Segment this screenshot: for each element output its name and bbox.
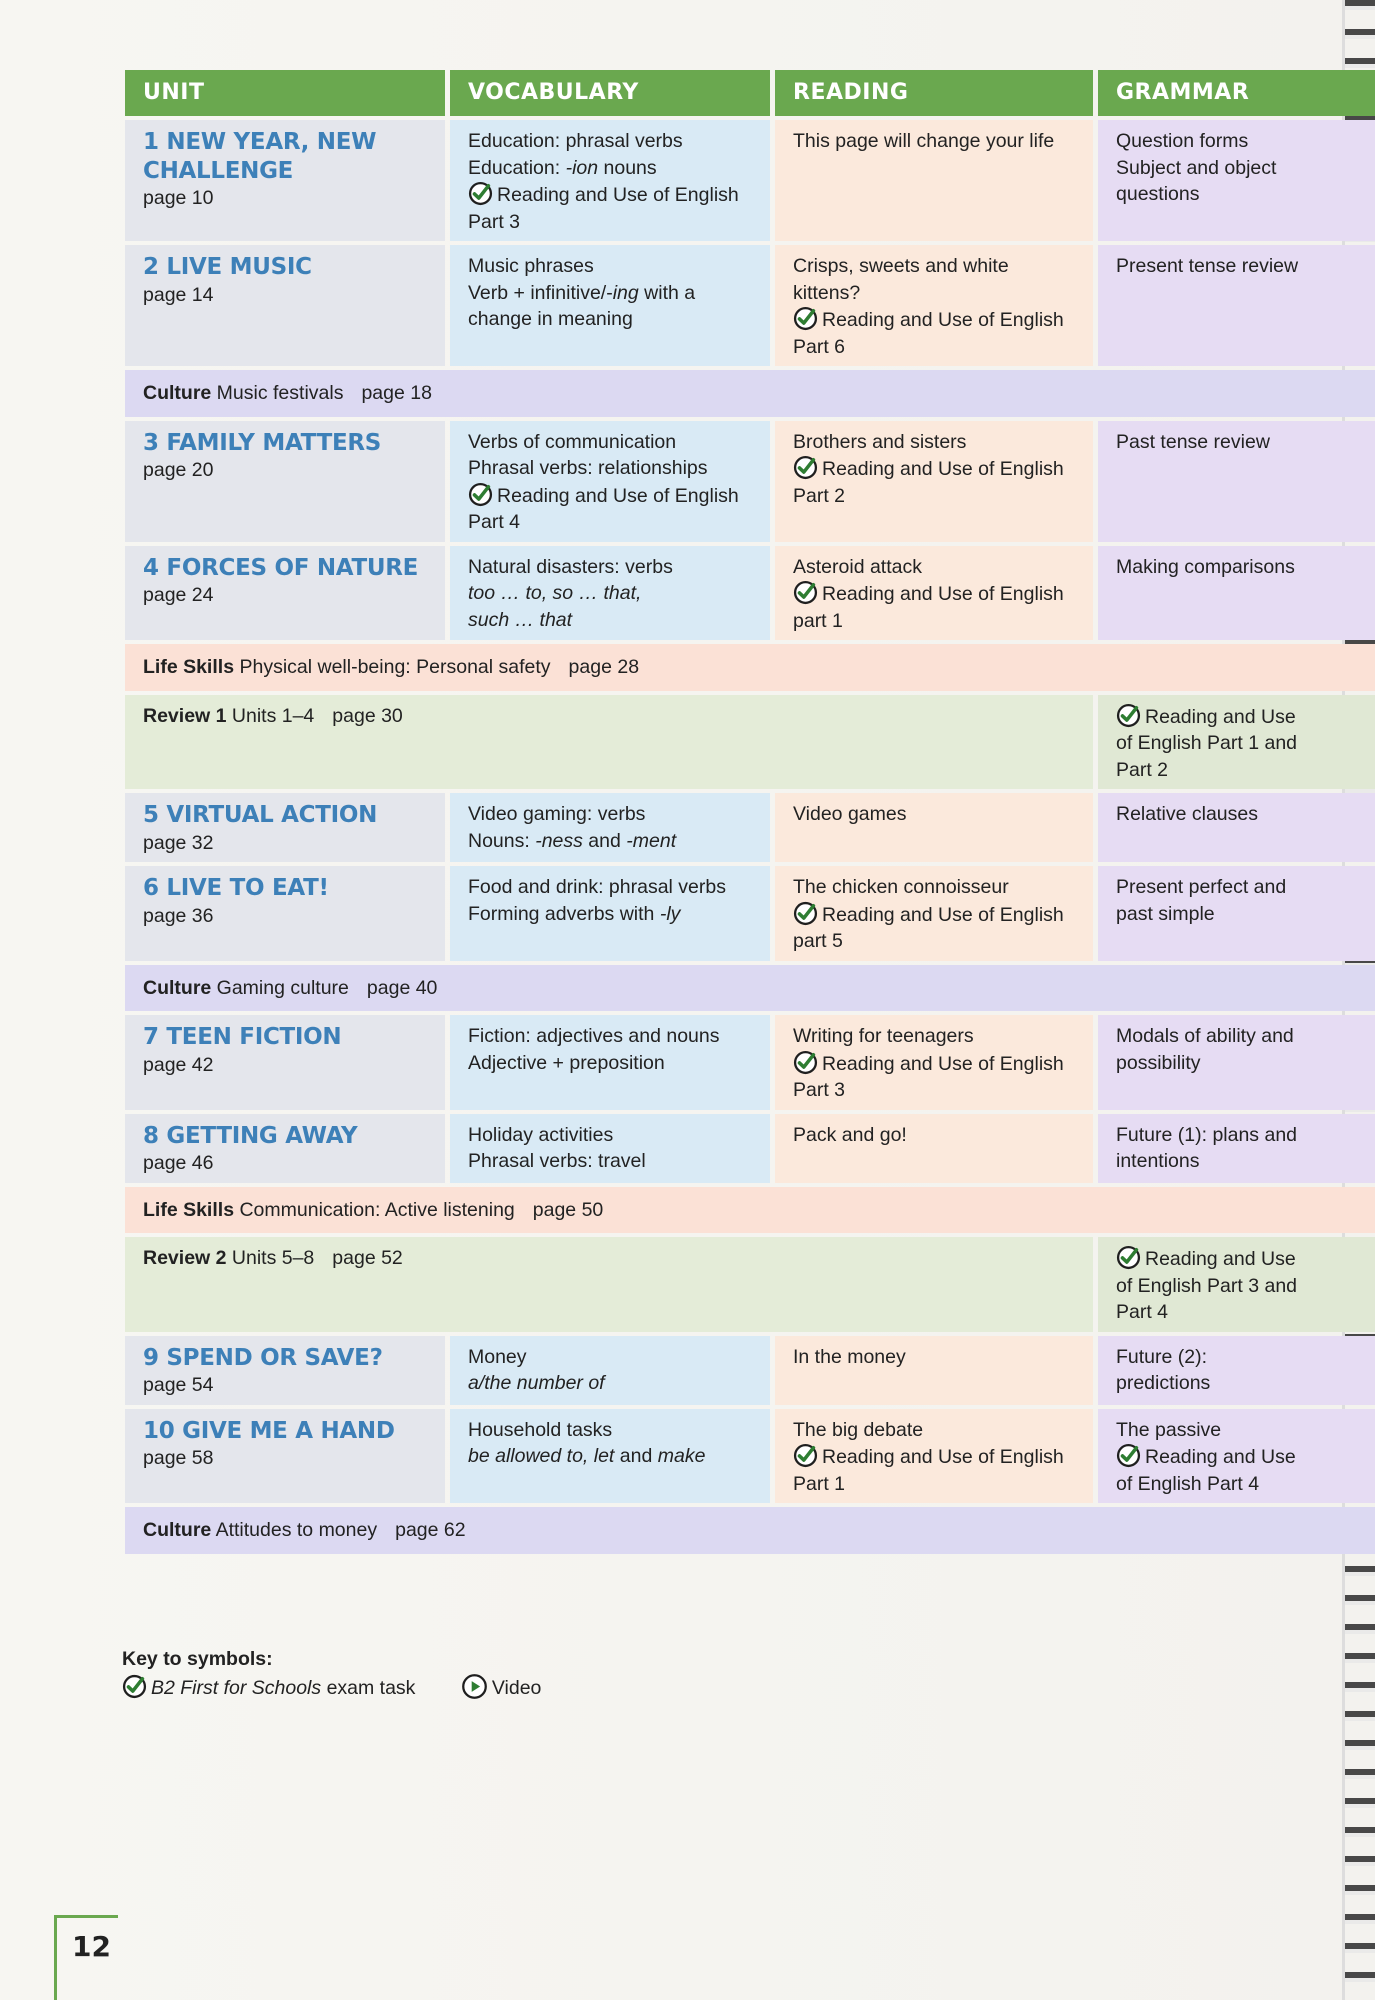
reading-cell	[775, 1409, 1093, 1504]
exam-task-line: Reading and Use	[1116, 1443, 1362, 1471]
band-label: Life Skills	[143, 656, 235, 678]
grammar-line: Part 4	[1116, 1301, 1169, 1323]
unit-cell	[125, 120, 445, 241]
vocab-line: too … to, so … that,	[468, 582, 642, 604]
culture-row	[125, 370, 1375, 417]
unit-cell	[125, 546, 445, 641]
grammar-cell	[1098, 793, 1375, 862]
exam-tick-icon	[1116, 1245, 1141, 1270]
unit-cell	[125, 1409, 445, 1504]
unit-title: 1 NEW YEAR, NEW CHALLENGE	[143, 129, 377, 184]
exam-tick-icon	[468, 181, 493, 206]
unit-title: 7 TEEN FICTION	[143, 1024, 342, 1050]
unit-page: page 46	[143, 1152, 214, 1174]
vocab-line: Money	[468, 1345, 527, 1368]
culture-band	[125, 965, 1375, 1012]
exam-tick-icon	[793, 580, 818, 605]
vocabulary-cell	[450, 793, 770, 862]
band-text: Music festivals	[216, 382, 344, 404]
unit-page: page 58	[143, 1447, 214, 1469]
vocabulary-cell	[450, 866, 770, 961]
unit-title: 6 LIVE TO EAT!	[143, 875, 329, 901]
reading-line: In the money	[793, 1345, 906, 1368]
band-page: page 30	[332, 704, 403, 727]
unit-title: 5 VIRTUAL ACTION	[143, 802, 378, 828]
grammar-line: Modals of ability and	[1116, 1025, 1294, 1047]
grammar-line: predictions	[1116, 1372, 1211, 1394]
reading-line: This page will change your life	[793, 130, 1055, 152]
reading-line: The chicken connoisseur	[793, 876, 1009, 898]
reading-cell	[775, 245, 1093, 366]
unit-row	[125, 1336, 1375, 1405]
unit-cell	[125, 866, 445, 961]
grammar-line: of English Part 4	[1116, 1472, 1260, 1495]
vocab-line: Verb + infinitive/-ing with a	[468, 281, 696, 304]
reading-cell	[775, 793, 1093, 862]
unit-page: page 24	[143, 584, 214, 606]
exam-tick-icon	[1116, 1443, 1141, 1468]
exam-task-line: Reading and Use of English	[793, 580, 1075, 608]
header-grammar: GRAMMAR	[1098, 70, 1375, 116]
unit-title: 9 SPEND OR SAVE?	[143, 1344, 383, 1371]
life-skills-row	[125, 1187, 1375, 1234]
grammar-line: Question forms	[1116, 130, 1249, 152]
exam-tick-icon	[793, 1443, 818, 1468]
reading-cell	[775, 866, 1093, 961]
vocab-line: Music phrases	[468, 255, 594, 277]
exam-task-line: Reading and Use	[1116, 1245, 1362, 1273]
exam-tick-icon	[122, 1674, 147, 1699]
vocab-line: be allowed to, let and make	[468, 1445, 706, 1467]
vocab-line: Education: phrasal verbs	[468, 130, 683, 152]
reading-cell	[775, 1114, 1093, 1183]
exam-tick-icon	[793, 306, 818, 331]
grammar-cell	[1098, 120, 1375, 241]
band-page: page 40	[366, 976, 438, 999]
vocab-line: Adjective + preposition	[468, 1051, 665, 1074]
grammar-line: Relative clauses	[1116, 803, 1258, 825]
vocabulary-cell	[450, 245, 770, 366]
reading-line: Pack and go!	[793, 1123, 907, 1146]
unit-title: 10 GIVE ME A HAND	[143, 1417, 395, 1444]
reading-line: Writing for teenagers	[793, 1025, 974, 1047]
reading-line: Part 6	[793, 335, 846, 358]
vocab-line: Part 3	[468, 210, 521, 233]
band-text: Units 1–4	[231, 704, 315, 727]
reading-cell	[775, 546, 1093, 641]
band-label: Culture	[143, 976, 212, 999]
grammar-cell	[1098, 245, 1375, 366]
unit-page: page 42	[143, 1053, 214, 1076]
header-vocabulary: VOCABULARY	[450, 70, 770, 116]
exam-task-line: Reading and Use of English	[468, 181, 752, 209]
band-page: page 52	[332, 1247, 403, 1269]
exam-task-line: Reading and Use of English	[793, 1050, 1075, 1078]
review-band	[125, 1237, 1093, 1332]
exam-task-line: Reading and Use of English	[793, 1443, 1075, 1471]
unit-cell	[125, 793, 445, 862]
review-row	[125, 695, 1375, 790]
unit-title: 3 FAMILY MATTERS	[143, 429, 382, 456]
grammar-line: past simple	[1116, 902, 1215, 925]
exam-task-line: Reading and Use of English	[793, 455, 1075, 483]
unit-row	[125, 421, 1375, 542]
band-text: Physical well-being: Personal safety	[239, 656, 551, 678]
vocab-line: Food and drink: phrasal verbs	[468, 876, 726, 898]
unit-row	[125, 866, 1375, 961]
unit-cell	[125, 421, 445, 542]
band-page: page 50	[532, 1198, 604, 1221]
reading-line: Crisps, sweets and white	[793, 255, 1009, 277]
grammar-line: possibility	[1116, 1051, 1201, 1074]
vocab-line: Forming adverbs with -ly	[468, 902, 681, 925]
vocab-line: Phrasal verbs: travel	[468, 1150, 646, 1172]
vocabulary-cell	[450, 421, 770, 542]
grammar-line: of English Part 1 and	[1116, 732, 1298, 754]
unit-row	[125, 120, 1375, 241]
unit-row	[125, 245, 1375, 366]
grammar-line: Present perfect and	[1116, 876, 1287, 898]
exam-task-line: Reading and Use of English	[793, 306, 1075, 334]
unit-row	[125, 1114, 1375, 1183]
vocabulary-cell	[450, 1409, 770, 1504]
grammar-line: Future (1): plans and	[1116, 1123, 1298, 1146]
vocab-line: Fiction: adjectives and nouns	[468, 1025, 720, 1047]
unit-page: page 54	[143, 1374, 214, 1396]
vocabulary-cell	[450, 1015, 770, 1110]
reading-cell	[775, 421, 1093, 542]
unit-title: 4 FORCES OF NATURE	[143, 554, 419, 581]
vocab-line: such … that	[468, 608, 573, 631]
grammar-line: The passive	[1116, 1418, 1222, 1441]
video-key	[461, 1677, 542, 1699]
unit-row	[125, 1409, 1375, 1504]
exam-label: B2 First for Schools	[151, 1677, 322, 1699]
band-label: Life Skills	[143, 1198, 235, 1221]
unit-cell	[125, 1336, 445, 1405]
exam-task-line: Reading and Use of English	[468, 482, 752, 510]
reading-line: The big debate	[793, 1418, 924, 1441]
unit-row	[125, 1015, 1375, 1110]
unit-page: page 32	[143, 831, 214, 854]
unit-cell	[125, 1114, 445, 1183]
vocab-line: Education: -ion nouns	[468, 156, 657, 179]
grammar-line: intentions	[1116, 1150, 1200, 1172]
grammar-line: questions	[1116, 183, 1200, 205]
vocab-line: change in meaning	[468, 308, 633, 330]
vocab-line: Household tasks	[468, 1418, 613, 1441]
life-skills-band	[125, 644, 1375, 691]
band-text: Communication: Active listening	[239, 1198, 515, 1221]
culture-row	[125, 965, 1375, 1012]
grammar-line: Past tense review	[1116, 430, 1270, 453]
unit-row	[125, 546, 1375, 641]
unit-cell	[125, 1015, 445, 1110]
vocab-line: Verbs of communication	[468, 430, 677, 453]
exam-task-line: Reading and Use	[1116, 703, 1362, 731]
vocabulary-cell	[450, 120, 770, 241]
reading-line: part 5	[793, 930, 843, 952]
band-label: Culture	[143, 382, 212, 404]
header-row	[125, 70, 1375, 116]
band-label: Review 1	[143, 704, 227, 727]
grammar-line: Present tense review	[1116, 255, 1299, 277]
unit-page: page 14	[143, 283, 214, 306]
vocab-line: Nouns: -ness and -ment	[468, 829, 677, 852]
band-text: Units 5–8	[231, 1247, 315, 1269]
reading-line: Part 3	[793, 1079, 846, 1101]
reading-line: Part 2	[793, 484, 846, 507]
reading-line: Brothers and sisters	[793, 430, 967, 453]
grammar-line: Making comparisons	[1116, 555, 1295, 578]
band-page: page 18	[361, 382, 432, 404]
reading-line: Asteroid attack	[793, 555, 922, 578]
unit-page: page 20	[143, 459, 214, 481]
grammar-cell	[1098, 1114, 1375, 1183]
band-text: Gaming culture	[216, 976, 349, 999]
reading-line: kittens?	[793, 281, 861, 304]
grammar-line: Part 2	[1116, 758, 1169, 781]
vocab-line: Part 4	[468, 511, 521, 533]
reading-cell	[775, 1015, 1093, 1110]
key-title: Key to symbols:	[122, 1648, 273, 1670]
unit-page: page 36	[143, 904, 214, 927]
grammar-line: of English Part 3 and	[1116, 1274, 1298, 1297]
page-number: 12	[72, 1930, 111, 1963]
unit-page: page 10	[143, 187, 214, 209]
band-label: Review 2	[143, 1247, 227, 1269]
band-label: Culture	[143, 1519, 212, 1541]
header-reading: READING	[775, 70, 1093, 116]
vocab-line: Phrasal verbs: relationships	[468, 457, 708, 479]
exam-tick-icon	[1116, 703, 1141, 728]
grammar-cell	[1098, 1237, 1375, 1332]
culture-band	[125, 370, 1375, 417]
header-unit: UNIT	[125, 70, 445, 116]
exam-suffix: exam task	[326, 1677, 416, 1699]
video-label: Video	[491, 1677, 542, 1699]
vocabulary-cell	[450, 1114, 770, 1183]
vocabulary-cell	[450, 1336, 770, 1405]
unit-row	[125, 793, 1375, 862]
reading-line: Part 1	[793, 1472, 846, 1495]
culture-row	[125, 1507, 1375, 1554]
grammar-cell	[1098, 546, 1375, 641]
vocab-line: a/the number of	[468, 1372, 605, 1394]
life-skills-band	[125, 1187, 1375, 1234]
review-band	[125, 695, 1093, 790]
exam-tick-icon	[793, 901, 818, 926]
vocab-line: Holiday activities	[468, 1123, 614, 1146]
exam-tick-icon	[793, 1050, 818, 1075]
unit-cell	[125, 245, 445, 366]
review-row	[125, 1237, 1375, 1332]
vocab-line: Video gaming: verbs	[468, 803, 646, 825]
exam-task-line: Reading and Use of English	[793, 901, 1075, 929]
grammar-cell	[1098, 695, 1375, 790]
grammar-cell	[1098, 866, 1375, 961]
play-icon	[461, 1673, 488, 1700]
unit-title: 2 LIVE MUSIC	[143, 254, 312, 280]
grammar-cell	[1098, 1015, 1375, 1110]
grammar-line: Future (2):	[1116, 1345, 1208, 1368]
reading-cell	[775, 1336, 1093, 1405]
grammar-line: Subject and object	[1116, 156, 1277, 179]
vocab-line: Natural disasters: verbs	[468, 555, 673, 578]
symbol-key	[122, 1645, 541, 1702]
reading-line: Video games	[793, 803, 907, 825]
grammar-cell	[1098, 1409, 1375, 1504]
grammar-cell	[1098, 421, 1375, 542]
exam-tick-icon	[793, 455, 818, 480]
reading-line: part 1	[793, 609, 843, 632]
reading-cell	[775, 120, 1093, 241]
band-text: Attitudes to money	[215, 1519, 378, 1541]
grammar-cell	[1098, 1336, 1375, 1405]
key-row	[122, 1673, 541, 1702]
unit-title: 8 GETTING AWAY	[143, 1122, 358, 1149]
exam-tick-icon	[468, 482, 493, 507]
life-skills-row	[125, 644, 1375, 691]
syllabus-table	[120, 66, 1375, 1558]
vocabulary-cell	[450, 546, 770, 641]
band-page: page 62	[395, 1519, 466, 1541]
band-page: page 28	[568, 656, 640, 678]
culture-band	[125, 1507, 1375, 1554]
